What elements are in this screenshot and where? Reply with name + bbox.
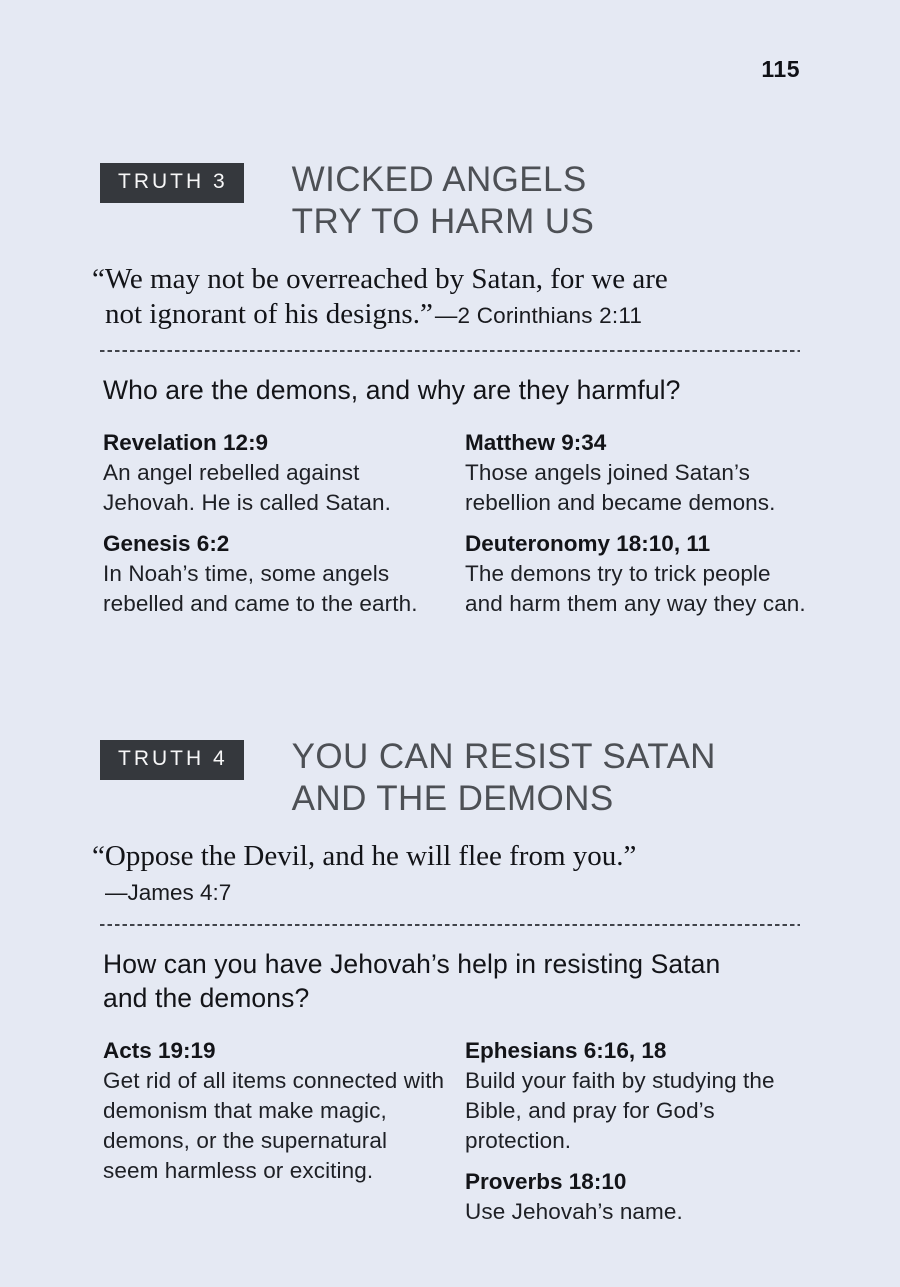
scripture-ref: Genesis 6:2 [103,531,230,556]
section-title-line: TRY TO HARM US [291,202,595,241]
section-title [292,736,716,820]
section-header [100,736,800,820]
scripture-quote-line: “Oppose the Devil, and he will flee from you.” [92,840,637,872]
scripture-entry [465,428,810,518]
section-title-line: WICKED ANGELS [291,160,587,199]
scripture-text: An angel rebelled against Jehovah. He is called Satan. [103,460,391,515]
section-title-line: YOU CAN RESIST SATAN [291,737,716,776]
truth-badge: TRUTH 4 [100,740,244,780]
scripture-columns [100,1036,800,1227]
dashed-divider [100,924,800,926]
scripture-entry [465,529,810,619]
scripture-entry [465,1167,810,1227]
scripture-text: Those angels joined Satan’s rebellion and became demons. [465,460,776,515]
scripture-quote [92,262,800,333]
question-heading: Who are the demons, and why are they harmful? [103,375,681,405]
scripture-entry [465,1036,810,1156]
section-truth-4 [92,736,800,1227]
scripture-ref: Revelation 12:9 [103,430,269,455]
scripture-column-left [103,428,448,619]
section-title [292,159,595,243]
scripture-text: Get rid of all items connected with demonism that make magic, demons, or the supernatural seem harmless or exciting. [103,1068,445,1183]
scripture-ref: Matthew 9:34 [465,430,607,455]
scripture-text: Use Jehovah’s name. [465,1199,683,1224]
scripture-quote-line: “We may not be overreached by Satan, for we are [92,263,668,295]
scripture-entry [103,529,448,619]
scripture-text: The demons try to trick people and harm them any way they can. [465,561,806,616]
dashed-divider [100,350,800,352]
scripture-ref: Ephesians 6:16, 18 [465,1038,667,1063]
scripture-column-left [103,1036,448,1227]
scripture-quote-line [100,297,800,333]
section-truth-3 [92,159,806,619]
scripture-text: Build your faith by studying the Bible, and pray for God’s protection. [465,1068,775,1153]
truth-badge: TRUTH 3 [100,163,244,203]
scripture-columns [100,428,806,619]
quote-citation: —James 4:7 [105,880,232,905]
scripture-ref: Proverbs 18:10 [465,1169,627,1194]
scripture-entry [103,1036,448,1186]
scripture-quote [92,839,800,907]
scripture-entry [103,428,448,518]
scripture-column-right [465,428,810,619]
scripture-quote-text: not ignorant of his designs.” [105,298,433,330]
quote-citation: —2 Corinthians 2:11 [434,303,643,328]
scripture-text: In Noah’s time, some angels rebelled and came to the earth. [103,561,418,616]
scripture-column-right [465,1036,810,1227]
page-number: 115 [761,56,800,82]
section-title-line: AND THE DEMONS [291,779,614,818]
section-header [100,159,800,243]
scripture-ref: Acts 19:19 [103,1038,216,1063]
question-heading: How can you have Jehovah’s help in resisting Satan and the demons? [103,949,721,1013]
scripture-ref: Deuteronomy 18:10, 11 [465,531,711,556]
